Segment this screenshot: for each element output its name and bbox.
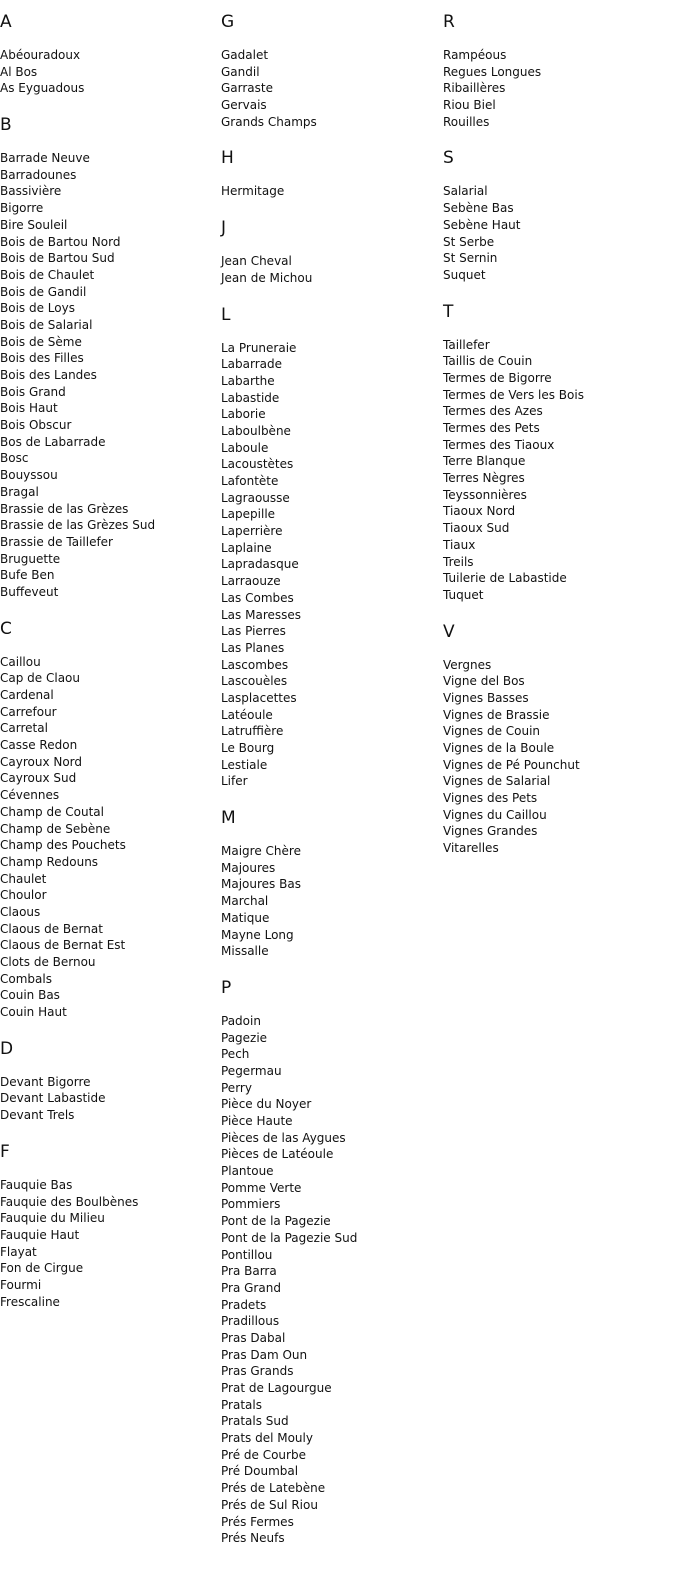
place-name-item: Larraouze [221,574,281,589]
place-name-item: Vignes des Pets [443,791,538,806]
place-name-item: Plantoue [221,1164,274,1179]
place-name-item: Bosc [0,451,29,466]
section-letter-heading: J [221,218,227,239]
place-name-item: Ribaillères [443,81,506,96]
place-name-item: Pont de la Pagezie Sud [221,1230,358,1245]
letter-section [0,1142,220,1317]
place-name-item: Termes de Vers les Bois [443,387,584,402]
place-name-item: Claous de Bernat Est [0,938,126,953]
place-name-item: Gadalet [221,48,269,62]
place-name-item: Pras Dabal [221,1330,286,1345]
place-name-item: Pradillous [221,1314,280,1329]
place-name-item: Lafontète [221,474,279,488]
place-name-item: Pra Grand [221,1280,281,1295]
letter-section [221,808,442,966]
section-letter-heading: G [221,12,235,32]
place-name-item: Bois de Loys [0,301,75,316]
place-name-item: Labarrade [221,357,283,372]
place-name-item: Rouilles [443,114,490,129]
place-name-list [443,183,675,283]
place-name-item: Vignes de Pé Pounchut [443,757,580,772]
place-name-item: Prats del Mouly [221,1431,313,1446]
place-name-item: Vignes Grandes [443,824,538,839]
place-name-item: Salarial [443,184,488,199]
letter-section [0,12,220,103]
place-name-item: Majoures [221,860,276,875]
place-name-item: Cayroux Nord [0,754,83,769]
place-name-item: Lascombes [221,657,289,672]
place-name-item: Pièces de las Aygues [221,1130,346,1145]
place-name-item: Devant Trels [0,1108,75,1123]
place-name-item: Pont de la Pagezie [221,1214,331,1229]
place-name-item: Fauquie Haut [0,1227,80,1242]
place-name-item: Pré de Courbe [221,1447,306,1462]
place-name-item: Las Maresses [221,607,302,622]
place-name-item: Bois de Gandil [0,284,87,299]
place-name-list [0,1177,220,1311]
place-name-item: Las Planes [221,640,285,655]
place-name-item: Bois de Bartou Nord [0,234,121,249]
letter-section [221,218,442,292]
letter-section [443,12,675,136]
place-name-item: Padoin [221,1013,261,1028]
place-name-list [0,1074,220,1124]
place-name-item: Missalle [221,944,269,959]
place-name-item: Barrade Neuve [0,151,90,166]
place-name-item: Caillou [0,654,41,669]
place-name-item: Cayroux Sud [0,771,77,786]
place-name-item: Lascouèles [221,674,288,689]
place-name-item: Fauquie des Boulbènes [0,1194,139,1209]
section-letter-heading: L [221,304,231,325]
letter-section [221,148,442,206]
place-name-item: Frescaline [0,1294,60,1309]
place-name-item: Terre Blanque [443,454,526,469]
place-name-item: Pagezie [221,1030,268,1045]
place-name-item: Bois des Filles [0,351,84,366]
place-name-item: Matique [221,910,270,925]
section-letter-heading: C [0,618,12,639]
place-name-item: Bassivière [0,184,62,199]
place-name-item: Devant Bigorre [0,1074,91,1089]
place-name-item: Hermitage [221,184,285,199]
place-name-item: Vignes de Salarial [443,774,551,789]
place-name-item: Laboule [221,440,269,455]
place-name-item: Prés de Latebène [221,1481,326,1496]
letter-section [443,302,675,610]
place-name-item: Barradounes [0,167,77,182]
place-name-item: Laperrière [221,524,283,539]
place-name-item: Lagraousse [221,490,290,505]
place-name-item: Vergnes [443,657,492,672]
place-name-item: Jean de Michou [221,270,313,285]
place-name-item: Fauquie du Milieu [0,1211,105,1226]
place-name-item: Pièces de Latéoule [221,1147,334,1162]
letter-section [0,115,220,607]
place-name-list [221,47,442,130]
place-name-item: Brassie de las Grèzes [0,501,129,516]
place-name-item: Pontillou [221,1247,273,1262]
place-name-item: Prés Fermes [221,1514,294,1529]
place-name-item: Le Bourg [221,741,275,755]
place-name-item: Treils [443,554,474,569]
place-name-item: Bois Obscur [0,418,72,433]
place-name-item: Pièce Haute [221,1114,293,1128]
place-name-item: Taillis de Couin [443,354,533,369]
place-name-item: Taillefer [443,337,490,352]
place-name-item: Jean Cheval [221,254,292,269]
place-name-item: Termes de Bigorre [443,370,552,385]
place-name-item: Gervais [221,98,267,113]
place-name-item: Tiaoux Nord [443,504,516,519]
place-name-item: Laboulbène [221,423,291,438]
place-name-item: Garraste [221,81,274,96]
place-name-item: Tiaux [443,537,476,552]
place-name-item: Vignes du Caillou [443,807,547,822]
place-name-item: Bos de Labarrade [0,434,106,449]
place-name-list [0,654,220,1021]
place-name-item: Rampéous [443,48,507,62]
place-name-item: Pra Barra [221,1264,277,1279]
place-name-item: Claous de Bernat [0,921,103,936]
section-letter-heading: H [221,148,234,169]
place-name-item: Vigne del Bos [443,674,525,689]
place-name-item: Combals [0,971,52,986]
place-name-item: Bruguette [0,551,61,566]
place-name-item: Tiaoux Sud [443,521,510,536]
place-name-item: Grands Champs [221,114,317,129]
place-name-item: Perry [221,1080,252,1095]
place-name-item: Bois des Landes [0,368,97,382]
place-name-item: Lifer [221,774,248,789]
place-name-item: Buffeveut [0,584,59,599]
place-name-item: Laplaine [221,540,272,555]
place-name-item: Termes des Azes [443,404,543,419]
place-name-item: Pegermau [221,1063,282,1078]
letter-section [443,622,675,863]
place-name-item: Pomme Verte [221,1180,302,1195]
place-name-item: Devant Labastide [0,1091,106,1106]
place-name-item: Couin Haut [0,1005,67,1020]
place-name-item: Bois de Chaulet [0,267,95,282]
place-name-item: Bois Grand [0,384,66,399]
place-name-item: St Sernin [443,251,498,266]
place-name-item: Vignes de Couin [443,724,541,739]
place-name-item: Abéouradoux [0,48,81,62]
section-letter-heading: T [443,301,454,322]
section-letter-heading: F [0,1141,10,1162]
section-letter-heading: B [0,115,12,136]
place-name-item: Mayne Long [221,927,294,942]
index-column-2 [221,0,442,1553]
place-name-item: Vitarelles [443,841,499,856]
place-name-item: Lapradasque [221,557,299,572]
section-letter-heading: M [221,808,236,829]
place-name-item: Fauquie Bas [0,1177,73,1192]
place-name-item: Champ des Pouchets [0,838,126,853]
place-name-item: Couin Bas [0,988,60,1003]
place-name-list [221,340,442,791]
place-name-list [221,183,442,200]
place-name-item: Prat de Lagourgue [221,1381,332,1395]
place-name-item: Termes des Pets [443,421,540,435]
place-name-item: St Serbe [443,234,495,249]
place-name-item: Majoures Bas [221,877,301,892]
place-name-item: Cap de Claou [0,671,80,686]
place-name-item: Bois de Salarial [0,317,93,332]
place-name-item: Pratals Sud [221,1414,289,1429]
place-name-item: Maigre Chère [221,844,301,859]
section-letter-heading: P [221,977,232,998]
place-name-list [221,1013,442,1547]
place-name-list [0,47,220,97]
place-name-item: As Eyguadous [0,81,85,96]
place-name-item: Pratals [221,1397,262,1412]
place-name-item: Champ de Coutal [0,804,104,819]
place-name-item: Pech [221,1047,250,1062]
section-letter-heading: D [0,1038,14,1059]
place-name-list [443,47,675,130]
place-name-item: Marchal [221,894,269,909]
place-name-item: Pré Doumbal [221,1464,299,1479]
place-name-item: Carrefour [0,704,57,719]
place-name-item: Laborie [221,407,266,422]
place-name-item: Riou Biel [443,98,496,113]
place-name-item: Brassie de las Grèzes Sud [0,518,156,533]
place-name-item: Pras Dam Oun [221,1347,308,1362]
section-letter-heading: V [443,621,455,642]
section-letter-heading: R [443,12,455,32]
place-name-list [221,843,442,960]
place-name-item: Bigorre [0,201,44,216]
place-name-item: Prés de Sul Riou [221,1497,318,1512]
place-name-item: Sebène Bas [443,201,514,216]
index-column-3 [443,0,675,863]
place-name-item: Bois de Sème [0,334,82,349]
place-name-item: Pras Grands [221,1364,294,1379]
place-name-item: Cévennes [0,788,60,803]
place-name-item: Terres Nègres [443,471,525,486]
place-name-item: Vignes Basses [443,690,529,705]
place-name-item: Teyssonnières [443,487,527,502]
place-name-item: Tuilerie de Labastide [443,571,567,586]
letter-section [221,12,442,136]
place-name-item: Lapepille [221,507,276,522]
place-name-item: Al Bos [0,64,38,79]
place-name-item: Termes des Tiaoux [443,437,555,452]
place-name-item: Regues Longues [443,64,542,79]
letter-section [221,305,442,797]
place-name-list [443,657,675,857]
place-name-item: Casse Redon [0,738,78,753]
place-name-item: Bois Haut [0,401,58,416]
place-name-item: Vignes de Brassie [443,707,550,722]
section-letter-heading: S [443,148,454,169]
place-name-item: Latruffière [221,724,284,739]
place-name-item: Bire Souleil [0,217,68,232]
letter-section [443,148,675,289]
letter-section [0,619,220,1027]
place-name-list [221,253,442,286]
section-letter-heading: A [0,12,12,32]
place-name-item: Pièce du Noyer [221,1097,312,1112]
letter-section [221,978,442,1553]
place-name-item: Latéoule [221,707,273,722]
place-name-item: Gandil [221,64,260,79]
place-name-item: Labastide [221,390,280,405]
place-name-item: La Pruneraie [221,340,297,355]
place-name-item: Bragal [0,484,39,499]
place-name-item: Champ Redouns [0,854,99,869]
place-name-item: Cardenal [0,688,54,702]
place-name-item: Clots de Bernou [0,955,96,969]
place-name-item: Champ de Sebène [0,821,111,836]
place-name-item: Sebène Haut [443,217,521,232]
place-name-item: Las Pierres [221,624,286,639]
place-name-item: Claous [0,904,41,919]
place-name-list [0,150,220,601]
place-name-list [443,337,675,604]
place-name-item: Bois de Bartou Sud [0,251,115,266]
place-name-item: Choulor [0,888,47,903]
place-name-item: Labarthe [221,373,275,388]
place-name-item: Bouyssou [0,468,58,483]
letter-section [0,1039,220,1130]
place-name-item: Vignes de la Boule [443,741,555,755]
place-name-item: Bufe Ben [0,568,55,583]
place-name-item: Las Combes [221,590,294,605]
place-name-item: Tuquet [443,587,484,602]
place-name-item: Prés Neufs [221,1531,285,1546]
place-name-item: Carretal [0,721,48,736]
place-name-item: Lestiale [221,757,268,772]
place-name-item: Lasplacettes [221,690,297,705]
place-name-item: Lacoustètes [221,457,294,472]
place-name-item: Chaulet [0,871,47,886]
place-name-item: Fourmi [0,1277,42,1292]
place-name-item: Fon de Cirgue [0,1261,84,1276]
place-name-item: Suquet [443,267,486,282]
place-name-item: Brassie de Taillefer [0,534,113,549]
place-name-item: Flayat [0,1244,37,1259]
place-name-item: Pradets [221,1297,267,1312]
place-name-item: Pommiers [221,1197,281,1212]
index-column-1 [0,0,220,1316]
